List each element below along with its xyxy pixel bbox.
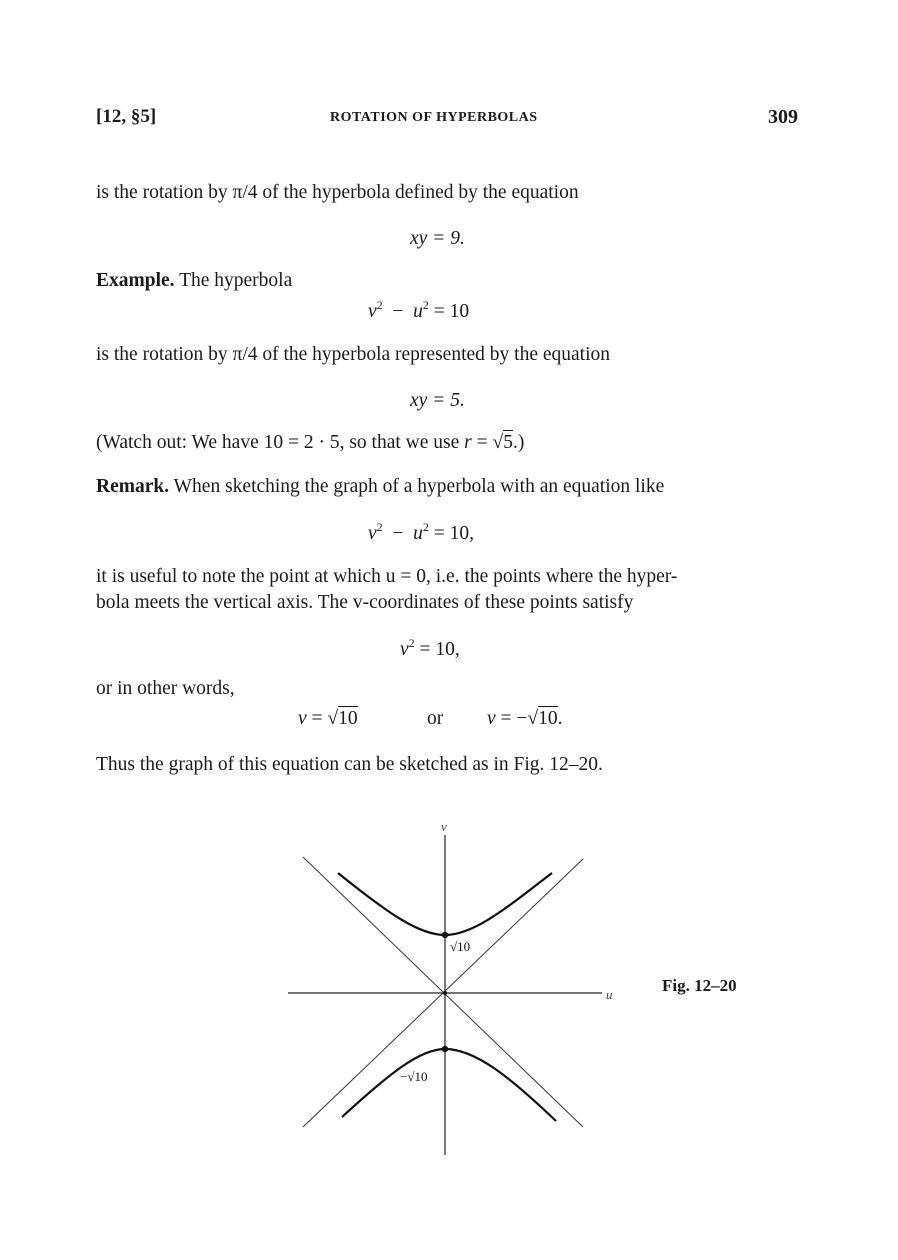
label-sqrt10: √10 (450, 939, 471, 954)
page-number: 309 (768, 106, 798, 128)
example-label: Example. (96, 270, 175, 291)
vertex-top (442, 932, 448, 938)
remark-text: When sketching the graph of a hyperbola with an equation like (173, 476, 665, 497)
paragraph-line-2: is the rotation by π/4 of the hyperbola represented by the equation (96, 344, 610, 365)
equation-xy-9: xy = 9. (410, 228, 465, 249)
equation-v2-u2-10-repeat: $v^2 - u^2 = 10$, (368, 520, 475, 544)
equation-v2-10: $v^2 = 10$, (400, 636, 460, 660)
paragraph-line-6: Thus the graph of this equation can be sketched as in Fig. 12–20. (96, 754, 603, 775)
paragraph-line-5: or in other words, (96, 678, 235, 699)
label-neg-sqrt10: −√10 (400, 1069, 428, 1084)
remark-line (96, 476, 664, 498)
hyperbola-figure (280, 815, 620, 1160)
equation-v-neg-sqrt10: v = −√10. (487, 708, 563, 729)
equation-v-sqrt10: v = √10 (298, 708, 358, 729)
origin-point (443, 991, 447, 995)
axis-v-label: v (441, 819, 447, 834)
equation-or: or (427, 708, 444, 729)
axis-u-label: u (606, 987, 613, 1002)
watch-out-line: (Watch out: We have 10 = 2 · 5, so that we use r = √5.) (96, 432, 525, 453)
running-title: ROTATION OF HYPERBOLAS (330, 110, 538, 125)
vertex-bottom (442, 1046, 448, 1052)
section-reference: [12, §5] (96, 106, 157, 127)
paragraph-line-4: bola meets the vertical axis. The v-coordinates of these points satisfy (96, 592, 634, 613)
example-text: The hyperbola (179, 270, 293, 291)
paragraph-line-1: is the rotation by π/4 of the hyperbola defined by the equation (96, 182, 579, 203)
equation-xy-5: xy = 5. (410, 390, 465, 411)
hyperbola-lower-branch (342, 1049, 556, 1121)
equation-v2-u2-10: $v^2 - u^2 = 10$ (368, 298, 470, 322)
remark-label: Remark. (96, 476, 170, 497)
example-line (96, 270, 292, 292)
figure-caption: Fig. 12–20 (662, 976, 737, 995)
paragraph-line-3: it is useful to note the point at which u = 0, i.e. the points where the hyper- (96, 566, 678, 587)
